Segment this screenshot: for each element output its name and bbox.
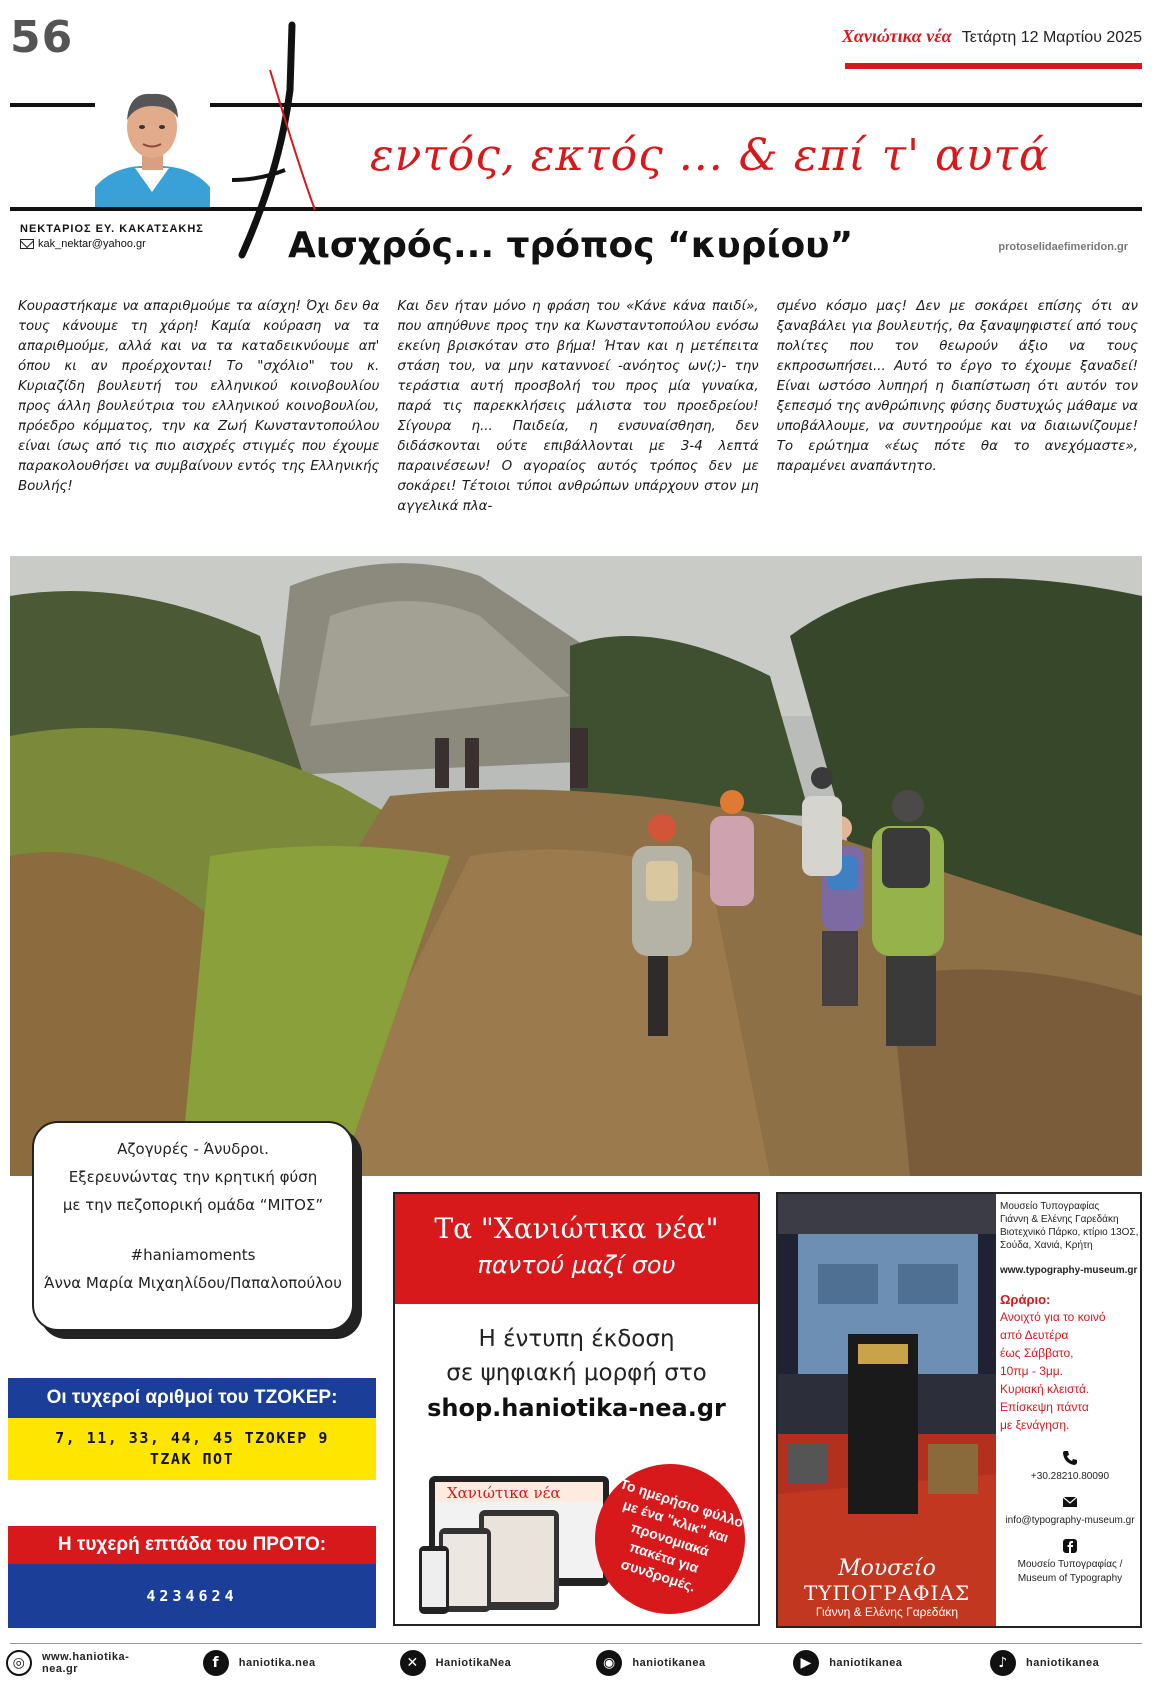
caption-location: Αζογυρές - Άνυδροι. [117,1140,269,1158]
haniotika-digital-ad [393,1192,760,1626]
hours-line: με ξενάγηση. [1000,1418,1070,1432]
ad-edition-block [395,1304,758,1422]
tiktok-icon: ♪ [990,1650,1016,1676]
address-line: Σούδα, Χανιά, Κρήτη [1000,1240,1093,1251]
article-column-2: Και δεν ήταν μόνο η φράση του «Κάνε κάνα παιδί», που απηύθυνε προς την κα Κωνσταντοπούλου ενόσω εκείνη βρισκόταν στο βήμα! Ήταν και η μετέπειτα στάση του, να μην καταννοεί -ανόητος ων(;)- την τεράστια αυτή προσβολή του προς μία γυναίκα, παρά τις παρεκκλήσεις μάλιστα του προεδρείου! Σίγουρα η... Παιδεία, η ενσυναίσθηση, δεν διδάσκονται ούτε επιβάλλονται με 3-4 λεπτά παραινέσεων! Ο αγοραίος αυτός τρόπος δεν με σοκάρει! Τέτοιοι τύποι ανθρώπων υπάρχουν στον μη αγγελικά πλα- [397,299,759,514]
globe-icon: ◎ [6,1650,32,1676]
hours-list [1000,1308,1140,1434]
footer-tiktok[interactable] [990,1650,1146,1676]
youtube-icon: ▶ [793,1650,819,1676]
device-masthead: Χανιώτικα νέα [447,1484,561,1502]
source-credit: protoselidaefimeridon.gr [998,241,1128,253]
column-bottom-rule [10,207,1142,211]
hours-line: Επίσκεψη πάντα [1000,1400,1089,1414]
ad-edition-line1: Η έντυπη έκδοση [478,1326,675,1352]
hours-line: Κυριακή κλειστά. [1000,1382,1090,1396]
ad-headline: Τα "Χανιώτικα νέα" [434,1212,719,1245]
shop-url[interactable]: shop.haniotika-nea.gr [427,1394,726,1422]
ad-edition-line2: σε ψηφιακή μορφή στο [446,1360,707,1386]
address-line: Γιάννη & Ελένης Γαρεδάκη [1000,1214,1119,1225]
author-name: ΝΕΚΤΑΡΙΟΣ ΕΥ. ΚΑΚΑΤΣΑΚΗΣ [20,223,204,235]
museum-logo [778,1556,996,1619]
museum-facebook-line2[interactable]: Museum of Typography [1017,1573,1123,1584]
page-number: 56 [10,12,74,63]
footer-x-text: HaniotikaNea [435,1657,512,1669]
hiking-photo [10,556,1142,1176]
caption-description: Εξερευνώντας την κρητική φύση [68,1168,318,1186]
museum-email[interactable]: info@typography-museum.gr [1005,1515,1135,1526]
proto-numbers: 4234624 [8,1564,376,1628]
footer-website[interactable] [6,1650,162,1676]
museum-facebook-line1[interactable]: Μουσείο Τυπογραφίας / [1017,1559,1123,1570]
footer-x[interactable] [400,1650,556,1676]
joker-results [8,1378,376,1480]
hours-line: έως Σάββατο, [1000,1346,1074,1360]
logo-sub: Γιάννη & Ελένης Γαρεδάκη [815,1605,959,1619]
column-title: εντός, εκτός ... & επί τ' αυτά [370,130,1050,181]
footer-youtube[interactable] [793,1650,949,1676]
hours-line: από Δευτέρα [1000,1328,1069,1342]
author-email: kak_nektar@yahoo.gr [38,238,146,250]
promo-badge: Το ημερήσιο φύλλο με ένα "κλικ" και προνομιακά πακέτα για συνδρομές. [575,1444,760,1626]
caption-group: με την πεζοπορική ομάδα “ΜΙΤΟΣ” [62,1196,324,1214]
joker-jackpot: ΤΖΑΚ ΠΟΤ [149,1450,235,1468]
footer-rule [10,1643,1142,1644]
logo-main: ΤΥΠΟΓΡΑΦΙΑΣ [803,1581,971,1605]
facebook-icon: f [203,1650,229,1676]
article-headline: Αισχρός... τρόπος “κυρίου” [288,225,854,266]
footer-tiktok-text: haniotikanea [1025,1657,1100,1669]
email-icon [1062,1494,1078,1510]
footer-facebook[interactable] [203,1650,359,1676]
museum-phone[interactable]: +30.28210.80090 [1030,1471,1110,1482]
x-icon: ✕ [400,1650,426,1676]
photo-caption [32,1121,354,1331]
paper-name: Χανιώτικα νέα [841,26,952,46]
proto-results [8,1526,376,1628]
footer [6,1647,1146,1679]
museum-website[interactable]: www.typography-museum.gr [1000,1265,1138,1276]
footer-instagram[interactable] [596,1650,752,1676]
footer-youtube-text: haniotikanea [829,1657,903,1669]
joker-numbers-panel [8,1418,376,1480]
ad-tagline: παντού μαζί σου [477,1251,676,1279]
author-photo [95,82,210,207]
devices-illustration [419,1476,619,1616]
museum-contact [1000,1450,1140,1586]
ad-banner [395,1194,758,1304]
article-column-3: σμένο κόσμο μας! Δεν με σοκάρει επίσης ότι αν ξαναβάλει για βουλευτής, θα ξαναψηφιστεί από τους πολίτες που τον θεωρούν άξιο να τους εκπροσωπήσει... Αυτό το έργο το έχουμε ξαναδεί! Είναι ωστόσο λυπηρή η διαπίστωση ότι αυτόν τον ξεπεσμό της ανθρώπινης φύσης δυστυχώς μάθαμε να υποβάλλουμε, να συντηρούμε και να διαιωνίζουμε! Το ερώτημα «έως πότε θα το ανεχόμαστε», παραμένει αναπάντητο. [776,299,1138,474]
header-red-rule [845,63,1142,69]
phone-icon [1062,1450,1078,1466]
museum-info [1000,1200,1140,1586]
joker-title: Οι τυχεροί αριθμοί του ΤΖΟΚΕΡ: [8,1378,376,1418]
logo-script: Μουσείο [838,1556,936,1581]
caption-hashtag: #haniamoments [130,1246,256,1264]
hours-line: Ανοιχτό για το κοινό [1000,1310,1106,1324]
hours-title: Ωράριο: [1000,1292,1051,1307]
museum-address [1000,1200,1140,1252]
caption-credit: Άννα Μαρία Μιχαηλίδου/Παπαλοπούλου [44,1274,342,1292]
column-slash-mark [230,20,320,260]
article-body [18,297,1138,527]
footer-facebook-text: haniotika.nea [238,1657,316,1669]
paper-info [842,26,1142,47]
issue-date: Τετάρτη 12 Μαρτίου 2025 [961,29,1142,46]
mail-icon [20,239,34,249]
joker-numbers: 7, 11, 33, 44, 45 ΤΖΟΚΕΡ 9 [55,1429,329,1447]
proto-title: Η τυχερή επτάδα του ΠΡΟΤΟ: [8,1526,376,1564]
address-line: Βιοτεχνικό Πάρκο, κτίριο 13ΟΣ, [1000,1227,1139,1238]
typography-museum-ad [776,1192,1142,1628]
address-line: Μουσείο Τυπογραφίας [1000,1201,1100,1212]
author-email-line [20,238,146,250]
hours-line: 10πμ - 3μμ. [1000,1364,1064,1378]
footer-website-text: www.haniotika-nea.gr [42,1651,130,1675]
article-column-1: Κουραστήκαμε να απαριθμούμε τα αίσχη! Όχι δεν θα τους κάνουμε τη χάρη! Καμία κούραση να τα απαριθμούμε, αλλά και να τα καταδεικνύουμε απ' όπου κι αν προέρχονται! Το "σχόλιο" του κ. Κυριαζίδη βουλευτή του ελληνικού κοινοβουλίου προς άλλη βουλεύτρια του ελληνικού κοινοβουλίου, πρόεδρο κόμματος, την κα Ζωή Κωνσταντοπούλου είναι ίσως από τις πιο αισχρές στιγμές που έχουμε παρακολουθήσει να συμβαίνουν εντός της Ελληνικής Βουλής! [18,299,380,494]
instagram-icon: ◉ [596,1650,622,1676]
footer-instagram-text: haniotikanea [632,1657,706,1669]
facebook-icon [1062,1538,1078,1554]
